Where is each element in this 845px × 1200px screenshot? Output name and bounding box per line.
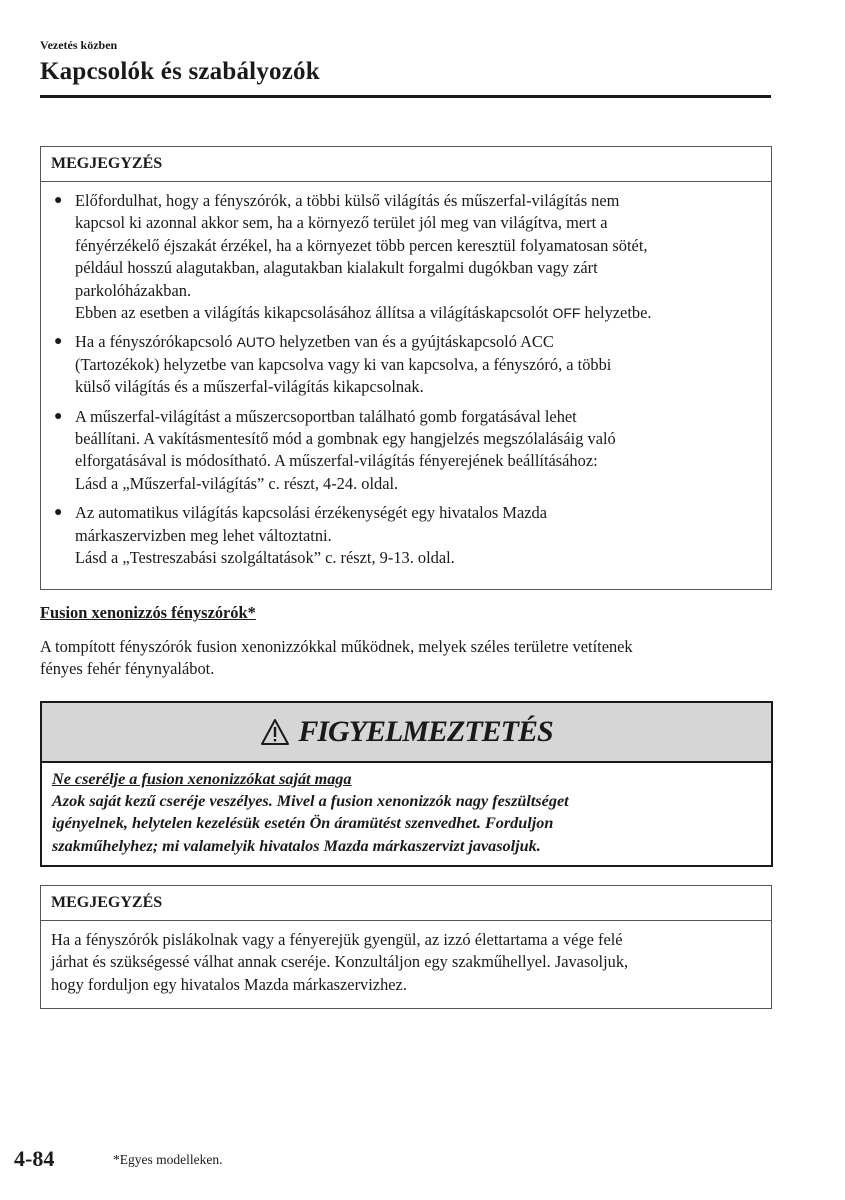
- switch-position-auto: AUTO: [236, 334, 276, 351]
- bullet-icon: ●: [54, 408, 63, 424]
- text-line: beállítani. A vakításmentesítő mód a gombnak egy hangjelzés megszólalásáig való: [75, 429, 616, 449]
- page-number: 4-84: [14, 1146, 55, 1171]
- text-line: márkaszervizben meg lehet változtatni.: [75, 525, 332, 545]
- text-line: Lásd a „Műszerfal-világítás” c. részt, 4-24. oldal.: [75, 473, 399, 493]
- section-label: Vezetés közben: [40, 38, 118, 52]
- subsection-heading: Fusion xenonizzós fényszórók*: [40, 603, 256, 622]
- text-line: igényelnek, helytelen kezelésük esetén Ön áramütést szenvedhet. Forduljon: [52, 814, 554, 833]
- note-list: [53, 190, 761, 570]
- warning-title: FIGYELMEZTETÉS: [298, 715, 553, 748]
- text-fragment: helyzetbe.: [580, 303, 652, 323]
- warning-header: [42, 703, 771, 763]
- text-fragment: helyzetben van és a gyújtáskapcsoló ACC: [275, 332, 554, 352]
- text-line: [75, 331, 761, 353]
- text-line: szakműhelyhez; mi valamelyik hivatalos Mazda márkaszervizt javasoljuk.: [52, 836, 541, 855]
- page-title: Kapcsolók és szabályozók: [40, 58, 320, 85]
- warning-triangle-icon: [260, 718, 290, 746]
- text-fragment: Ha a fényszórókapcsoló: [75, 332, 237, 352]
- text-line: például hosszú alagutakban, alagutakban kialakult forgalmi dugókban vagy zárt: [75, 258, 598, 278]
- list-item: [53, 331, 761, 398]
- text-line: A tompított fényszórók fusion xenonizzókkal működnek, melyek széles területre vetítenek: [40, 637, 633, 656]
- text-line: kapcsol ki azonnal akkor sem, ha a környező terület jól meg van világítva, mert a: [75, 213, 608, 233]
- note-heading: MEGJEGYZÉS: [41, 147, 771, 182]
- title-rule: [40, 95, 771, 98]
- text-line: fényes fehér fénynyalábot.: [40, 659, 215, 679]
- note-body: [41, 182, 771, 576]
- bullet-icon: ●: [54, 505, 63, 521]
- list-item: [53, 406, 761, 496]
- note-box-2: [40, 885, 772, 1009]
- bullet-icon: ●: [54, 193, 63, 208]
- text-line: külső világítás és a műszerfal-világítás kikapcsolnak.: [75, 377, 424, 397]
- text-line: parkolóházakban.: [75, 280, 192, 300]
- text-line: járhat és szükségessé válhat annak cseréje. Konzultáljon egy szakműhellyel. Javasoljuk,: [51, 952, 629, 972]
- list-item: [53, 190, 761, 324]
- text-line: fényérzékelő éjszakát érzékel, ha a környezet több percen keresztül folyamatosan sötét,: [75, 235, 648, 255]
- text-line: Előfordulhat, hogy a fényszórók, a többi külső világítás és műszerfal-világítás nem: [75, 191, 620, 210]
- text-line: (Tartozékok) helyzetbe van kapcsolva vagy ki van kapcsolva, a fényszóró, a többi: [75, 354, 612, 374]
- text-line: hogy forduljon egy hivatalos Mazda márkaszervizhez.: [51, 974, 407, 994]
- text-line: Lásd a „Testreszabási szolgáltatások” c. részt, 9-13. oldal.: [75, 548, 455, 568]
- list-item: [53, 502, 761, 569]
- footnote: *Egyes modelleken.: [113, 1152, 223, 1167]
- text-line: A műszerfal-világítást a műszercsoportban található gomb forgatásával lehet: [75, 406, 577, 426]
- warning-subtitle: Ne cserélje a fusion xenonizzókat saját maga: [52, 770, 352, 788]
- warning-body: [42, 763, 771, 857]
- text-line: Azok saját kezű cseréje veszélyes. Mivel a fusion xenonizzók nagy feszültséget: [52, 792, 569, 811]
- text-line: elforgatásával is módosítható. A műszerfal-világítás fényerejének beállításához:: [75, 451, 598, 471]
- text-line: Az automatikus világítás kapcsolási érzékenységét egy hivatalos Mazda: [75, 503, 547, 523]
- note-heading: MEGJEGYZÉS: [41, 886, 771, 921]
- text-fragment: Ebben az esetben a világítás kikapcsolásához állítsa a világításkapcsolót: [75, 303, 553, 323]
- bullet-icon: ●: [54, 334, 63, 350]
- note-box-1: [40, 146, 772, 590]
- text-line: Ha a fényszórók pislákolnak vagy a fényerejük gyengül, az izzó élettartama a vége felé: [51, 930, 623, 949]
- paragraph: [40, 636, 780, 681]
- switch-position-off: OFF: [552, 305, 581, 322]
- warning-box: [40, 701, 773, 867]
- text-line: [75, 302, 761, 324]
- note-body: [41, 921, 771, 1002]
